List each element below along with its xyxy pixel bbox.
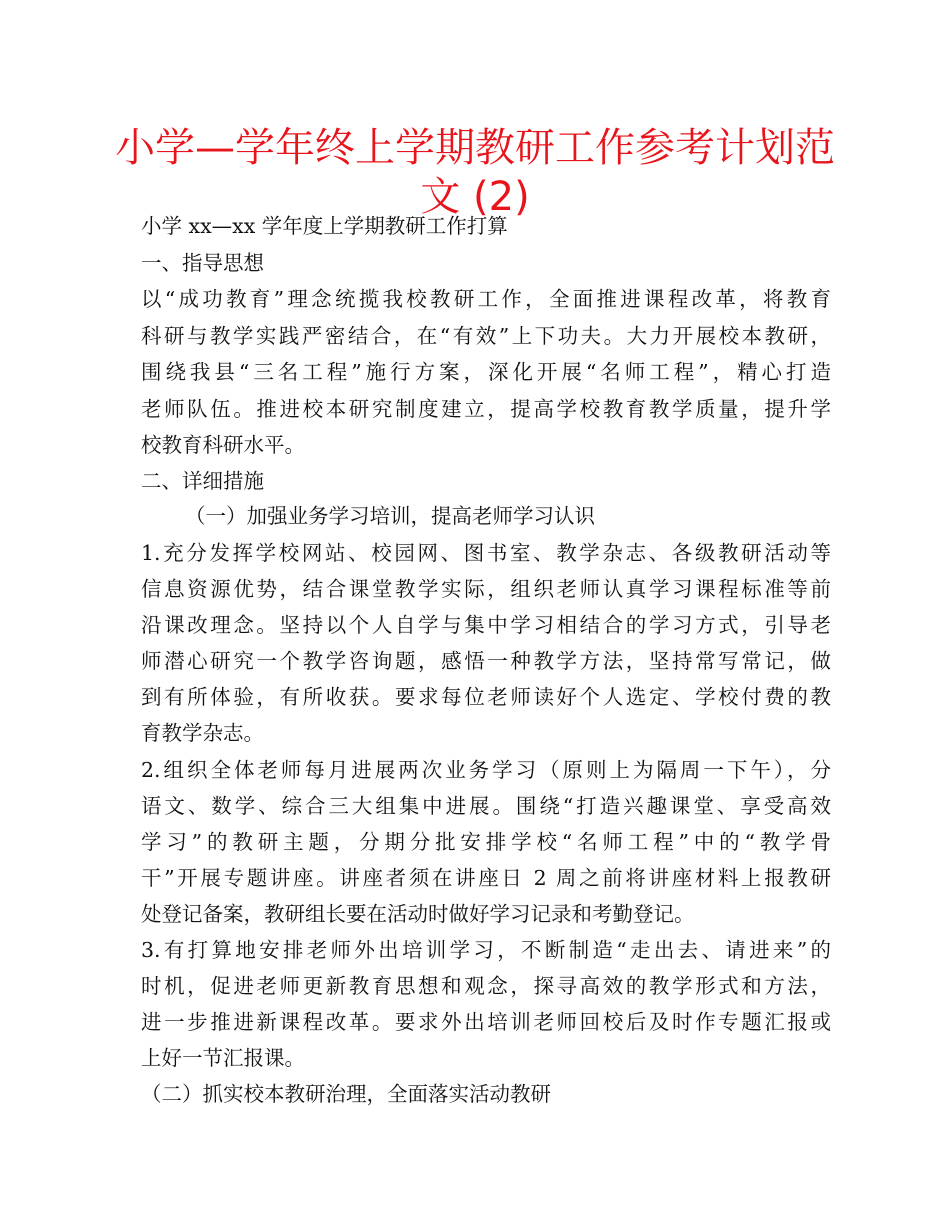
subsection-heading-school-research: （二）抓实校本教研治理，全面落实活动教研 [141,1082,551,1106]
list-item-line: 进一步推进新课程改革。要求外出培训老师回校后及时作专题汇报或 [141,1010,831,1034]
document-subtitle: 小学 xx—xx 学年度上学期教研工作打算 [141,214,508,238]
list-item-line: 1.充分发挥学校网站、校园网、图书室、教学杂志、各级教研活动等 [141,541,831,565]
list-item-line: 育教学杂志。 [141,721,264,745]
list-item-line: 2.组织全体老师每月进展两次业务学习（原则上为隔周一下午），分 [141,758,831,782]
paragraph-line: 以“成功教育”理念统揽我校教研工作，全面推进课程改革，将教育 [141,287,831,311]
paragraph-line: 科研与教学实践严密结合，在“有效”上下功夫。大力开展校本教研， [141,324,831,348]
paragraph-line: 围绕我县“三名工程”施行方案，深化开展“名师工程”，精心打造 [141,360,831,384]
paragraph-line: 校教育科研水平。 [141,433,305,457]
list-item-line: 信息资源优势，结合课堂教学实际，组织老师认真学习课程标准等前 [141,577,831,601]
list-item-line: 语文、数学、综合三大组集中进展。围绕“打造兴趣课堂、享受高效 [141,794,831,818]
list-item-line: 时机，促进老师更新教育思想和观念，探寻高效的教学形式和方法， [141,974,831,998]
section-heading-measures: 二、详细措施 [141,469,264,493]
list-item-line: 到有所体验，有所收获。要求每位老师读好个人选定、学校付费的教 [141,685,831,709]
paragraph-line: 老师队伍。推进校本研究制度建立，提高学校教育教学质量，提升学 [141,397,831,421]
list-item-line: 上好一节汇报课。 [141,1046,305,1070]
list-item-line: 干”开展专题讲座。讲座者须在讲座日 2 周之前将讲座材料上报教研 [141,866,831,890]
list-item-line: 学习”的教研主题，分期分批安排学校“名师工程”中的“教学骨 [141,830,831,854]
list-item-line: 沿课改理念。坚持以个人自学与集中学习相结合的学习方式，引导老 [141,613,831,637]
list-item-line: 处登记备案，教研组长要在活动时做好学习记录和考勤登记。 [141,902,695,926]
document-title-line-1: 小学—学年终上学期教研工作参考计划范 [115,125,835,171]
subsection-heading-training: （一）加强业务学习培训，提高老师学习认识 [185,504,595,528]
list-item-line: 3.有打算地安排老师外出培训学习，不断制造“走出去、请进来”的 [141,938,831,962]
section-heading-guiding-thought: 一、指导思想 [141,251,264,275]
list-item-line: 师潜心研究一个教学咨询题，感悟一种教学方法，坚持常写常记，做 [141,649,831,673]
document-title-line-2: 文 (2) [420,174,530,220]
